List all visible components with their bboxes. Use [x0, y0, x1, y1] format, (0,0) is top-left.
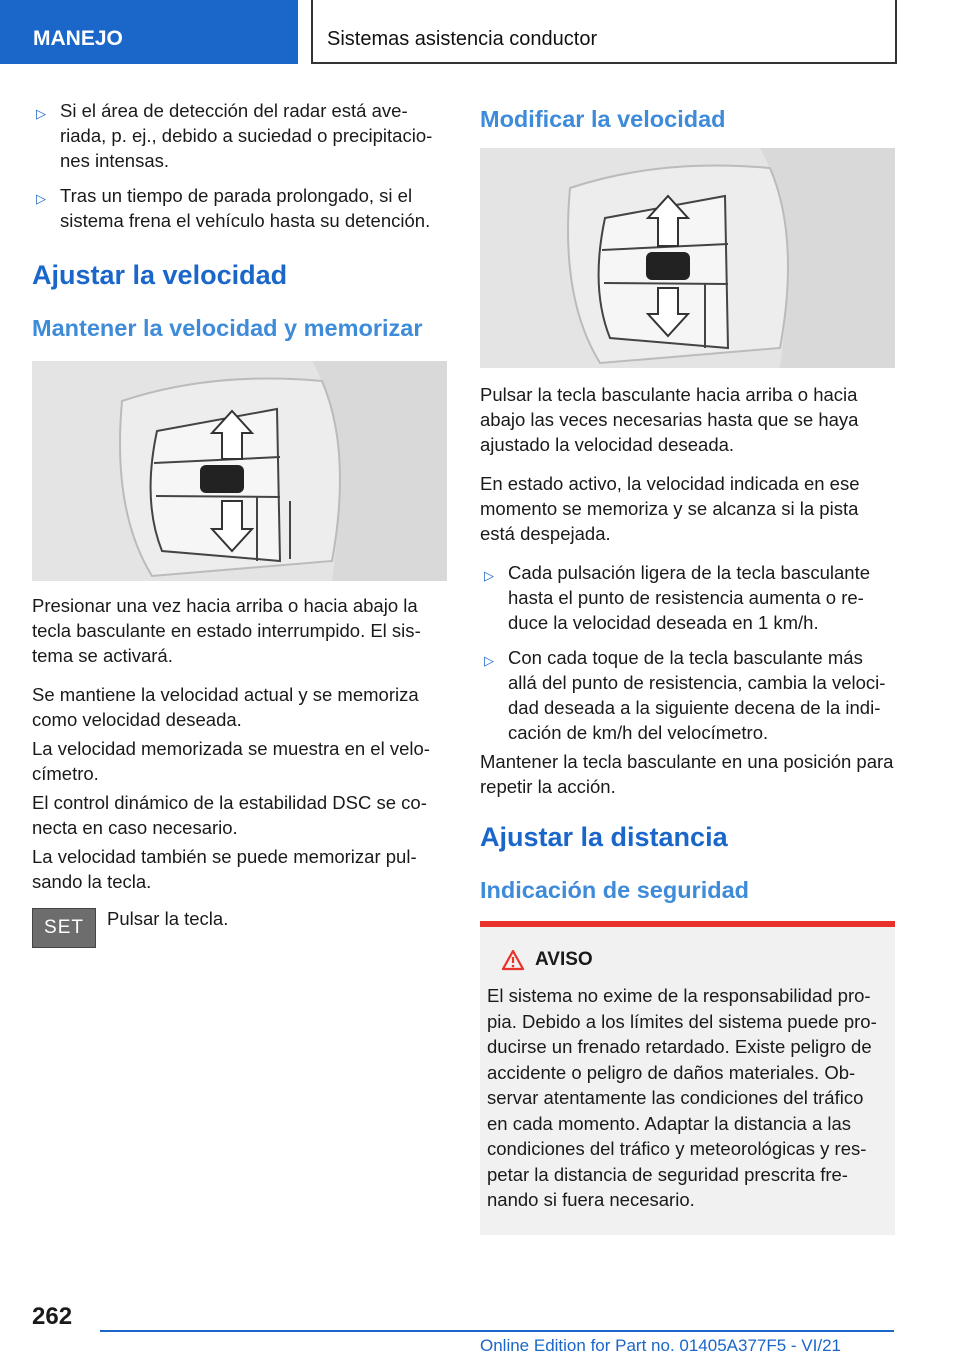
footer-divider — [100, 1330, 894, 1332]
footer-edition: Online Edition for Part no. 01405A377F5 - VI/21 — [480, 1336, 842, 1355]
section-heading: Ajustar la velocidad — [32, 260, 288, 290]
body-paragraph: Mantener la tecla basculante en una posición para repetir la acción. — [480, 751, 894, 797]
body-paragraph: La velocidad memorizada se muestra en el velocímetro. — [32, 738, 430, 784]
triangle-bullet-icon: ▷ — [36, 106, 46, 121]
list-item — [480, 560, 895, 635]
warning-box — [480, 927, 895, 1235]
left-column — [32, 98, 447, 956]
body-paragraph: El control dinámico de la estabilidad DSC se conecta en caso necesario. — [32, 792, 427, 838]
triangle-bullet-icon: ▷ — [484, 653, 494, 668]
warning-text: El sistema no exime de la responsabilidad propia. Debido a los límites del sistema puede producirse un frenado retardado. Existe peligro de accidente o peligro de daños materiales. Observar atentamente las condiciones del tráfico en cada momento. Adaptar la distancia a las condiciones del tráfico y meteorológicas y respetar la distancia de seguridad prescrita frenando si fuera necesario. — [487, 985, 877, 1210]
list-item — [32, 98, 447, 173]
page-number: 262 — [32, 1303, 73, 1330]
set-instruction-text: Pulsar la tecla. — [107, 908, 229, 929]
subsection-heading: Modificar la velocidad — [480, 106, 726, 132]
header-chapter-label: Sistemas asistencia conductor — [327, 28, 598, 50]
body-paragraph: La velocidad también se puede memorizar pulsando la tecla. — [32, 846, 417, 892]
body-paragraph: Presionar una vez hacia arriba o hacia abajo la tecla basculante en estado interrumpido. El sistema se activará. — [32, 595, 421, 666]
list-item — [32, 183, 447, 233]
bullet-text: Cada pulsación ligera de la tecla basculante hasta el punto de resistencia aumenta o reduce la velocidad deseada en 1 km/h. — [508, 562, 871, 633]
header-section-tab — [0, 0, 298, 64]
body-paragraph: Se mantiene la velocidad actual y se memoriza como velocidad deseada. — [32, 684, 419, 730]
triangle-bullet-icon: ▷ — [36, 191, 46, 206]
warning-title — [487, 949, 887, 977]
warning-title-text: AVISO — [535, 949, 593, 971]
steering-wheel-controls-illustration — [32, 361, 447, 581]
set-button-icon: SET — [32, 908, 96, 948]
bullet-text: Tras un tiempo de parada prolongado, si el sistema frena el vehículo hasta su detención. — [60, 185, 431, 231]
header-chapter-box — [311, 0, 897, 64]
triangle-bullet-icon: ▷ — [484, 568, 494, 583]
subsection-heading: Mantener la velocidad y memorizar — [32, 315, 423, 341]
header-section-label: MANEJO — [33, 27, 123, 50]
bullet-text: Si el área de detección del radar está averiada, p. ej., debido a suciedad o precipitaciones intensas. — [60, 100, 433, 171]
steering-wheel-controls-illustration — [480, 148, 895, 368]
body-paragraph: Pulsar la tecla basculante hacia arriba o hacia abajo las veces necesarias hasta que se haya ajustado la velocidad deseada. — [480, 384, 859, 455]
section-heading: Ajustar la distancia — [480, 822, 728, 852]
body-paragraph: En estado activo, la velocidad indicada en ese momento se memoriza y se alcanza si la pista está despejada. — [480, 473, 860, 544]
set-key-instruction — [32, 908, 447, 956]
list-item — [480, 645, 895, 745]
warning-triangle-icon — [501, 949, 525, 971]
bullet-text: Con cada toque de la tecla basculante más allá del punto de resistencia, cambia la velocidad deseada a la siguiente decena de la indicación de km/h del velocímetro. — [508, 647, 886, 743]
right-column — [480, 104, 895, 1235]
subsection-heading: Indicación de seguridad — [480, 877, 749, 903]
